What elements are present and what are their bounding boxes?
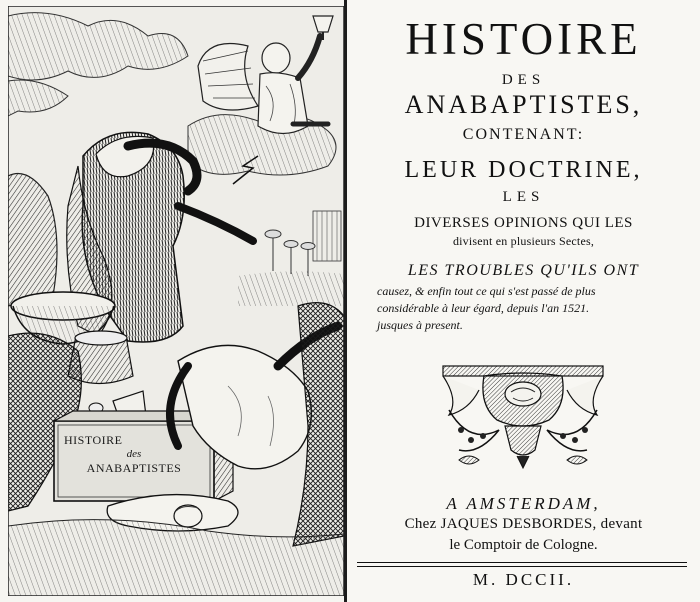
title-troubles-body: [377, 283, 677, 334]
printer-ornament-icon: [439, 360, 607, 472]
engraving-illustration: [8, 6, 344, 596]
troubles-body-line: causez, & enfin tout ce qui s'est passé de plus: [377, 284, 596, 298]
title-contenant: CONTENANT:: [462, 126, 585, 143]
imprint-city: A AMSTERDAM,: [446, 494, 601, 513]
plate-title-line3: ANABAPTISTES: [86, 461, 182, 475]
title-troubles-line: LES TROUBLES QU'ILS ONT: [407, 262, 640, 279]
title-subject: ANABAPTISTES,: [404, 90, 643, 119]
plate-title-line1: HISTOIRE: [64, 433, 123, 447]
double-rule-divider: [357, 562, 687, 567]
plate-title: [64, 433, 204, 475]
title-opinions-line2: divisent en plusieurs Sectes,: [452, 234, 595, 248]
troubles-body-line: considérable à leur égard, depuis l'an 1521.: [377, 301, 590, 315]
plate-title-line2: des: [126, 448, 142, 460]
publication-date: M. DCCII.: [472, 570, 575, 589]
title-des: DES: [501, 72, 546, 88]
imprint-location: le Comptoir de Cologne.: [449, 537, 598, 553]
title-opinions-line1: DIVERSES OPINIONS QUI LES: [414, 215, 633, 231]
frontispiece-engraving: [8, 6, 344, 596]
title-doctrine: LEUR DOCTRINE,: [404, 157, 643, 183]
imprint-printer: Chez JAQUES DESBORDES, devant: [404, 516, 643, 532]
troubles-body-line: jusques à present.: [377, 318, 463, 332]
title-les: LES: [502, 189, 545, 205]
title-page: [347, 0, 700, 602]
main-title: HISTOIRE: [405, 14, 642, 64]
